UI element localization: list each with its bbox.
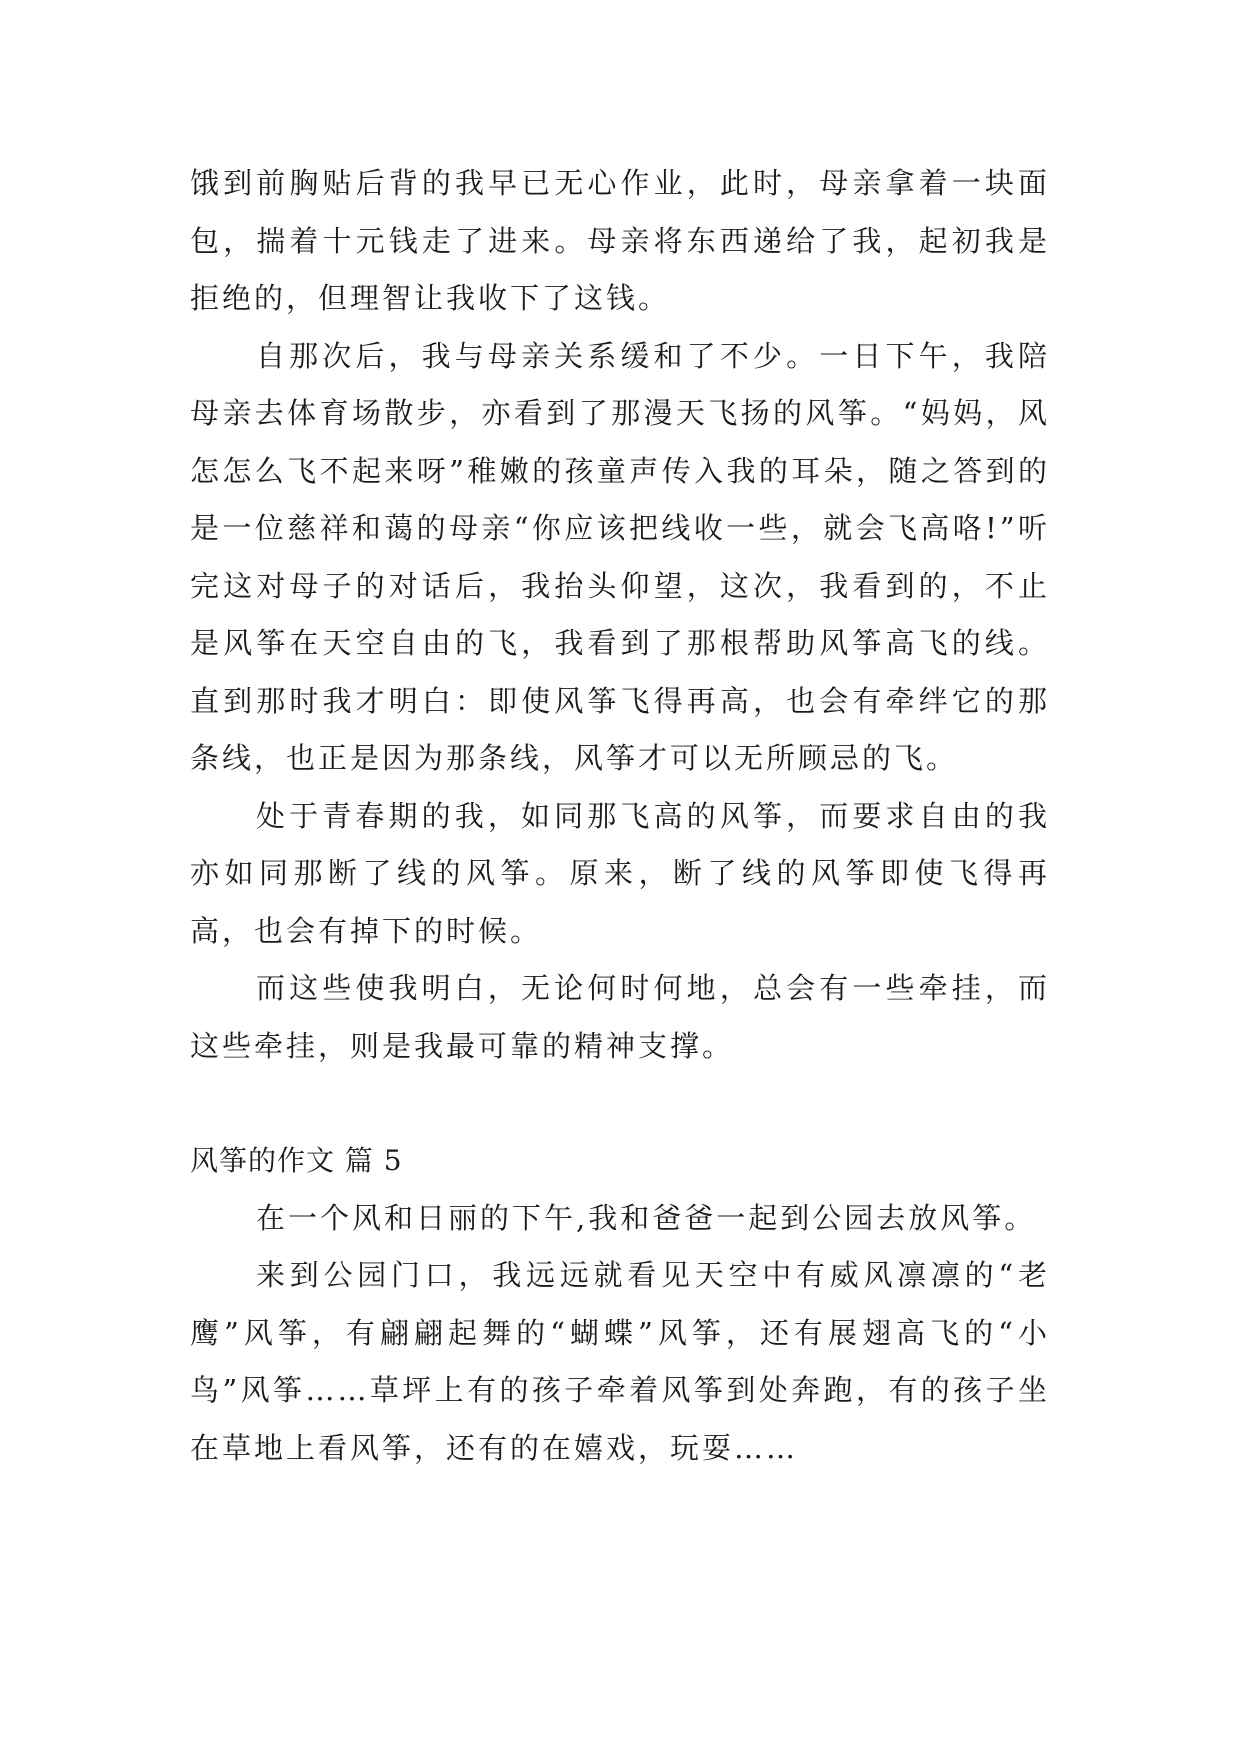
paragraph-6: 来到公园门口，我远远就看见天空中有威风凛凛的“老鹰”风筝，有翩翩起舞的“蝴蝶”风筝，还有展翅高飞的“小鸟”风筝……草坪上有的孩子牵着风筝到处奔跑，有的孩子坐在草地上看风筝，还有的在嬉戏，玩耍…… [190, 1258, 1050, 1465]
section-gap [190, 1075, 1050, 1132]
section-title: 风筝的作文 篇 5 [190, 1144, 403, 1177]
paragraph-4: 而这些使我明白，无论何时何地，总会有一些牵挂，而这些牵挂，则是我最可靠的精神支撑。 [190, 971, 1050, 1063]
paragraph-1: 饿到前胸贴后背的我早已无心作业，此时，母亲拿着一块面包，揣着十元钱走了进来。母亲将东西递给了我，起初我是拒绝的，但理智让我收下了这钱。 [190, 166, 1050, 315]
paragraph-2: 自那次后，我与母亲关系缓和了不少。一日下午，我陪母亲去体育场散步，亦看到了那漫天飞扬的风筝。“妈妈，风怎怎么飞不起来呀”稚嫩的孩童声传入我的耳朵，随之答到的是一位慈祥和蔼的母亲“你应该把线收一些，就会飞高咯!”听完这对母子的对话后，我抬头仰望，这次，我看到的，不止是风筝在天空自由的飞，我看到了那根帮助风筝高飞的线。直到那时我才明白：即使风筝飞得再高，也会有牵绊它的那条线，也正是因为那条线，风筝才可以无所顾忌的飞。 [190, 338, 1050, 775]
paragraph-5: 在一个风和日丽的下午,我和爸爸一起到公园去放风筝。 [256, 1200, 1037, 1235]
document-page [190, 155, 1050, 1477]
paragraph-3: 处于青春期的我，如同那飞高的风筝，而要求自由的我亦如同那断了线的风筝。原来，断了线的风筝即使飞得再高，也会有掉下的时候。 [190, 798, 1050, 948]
